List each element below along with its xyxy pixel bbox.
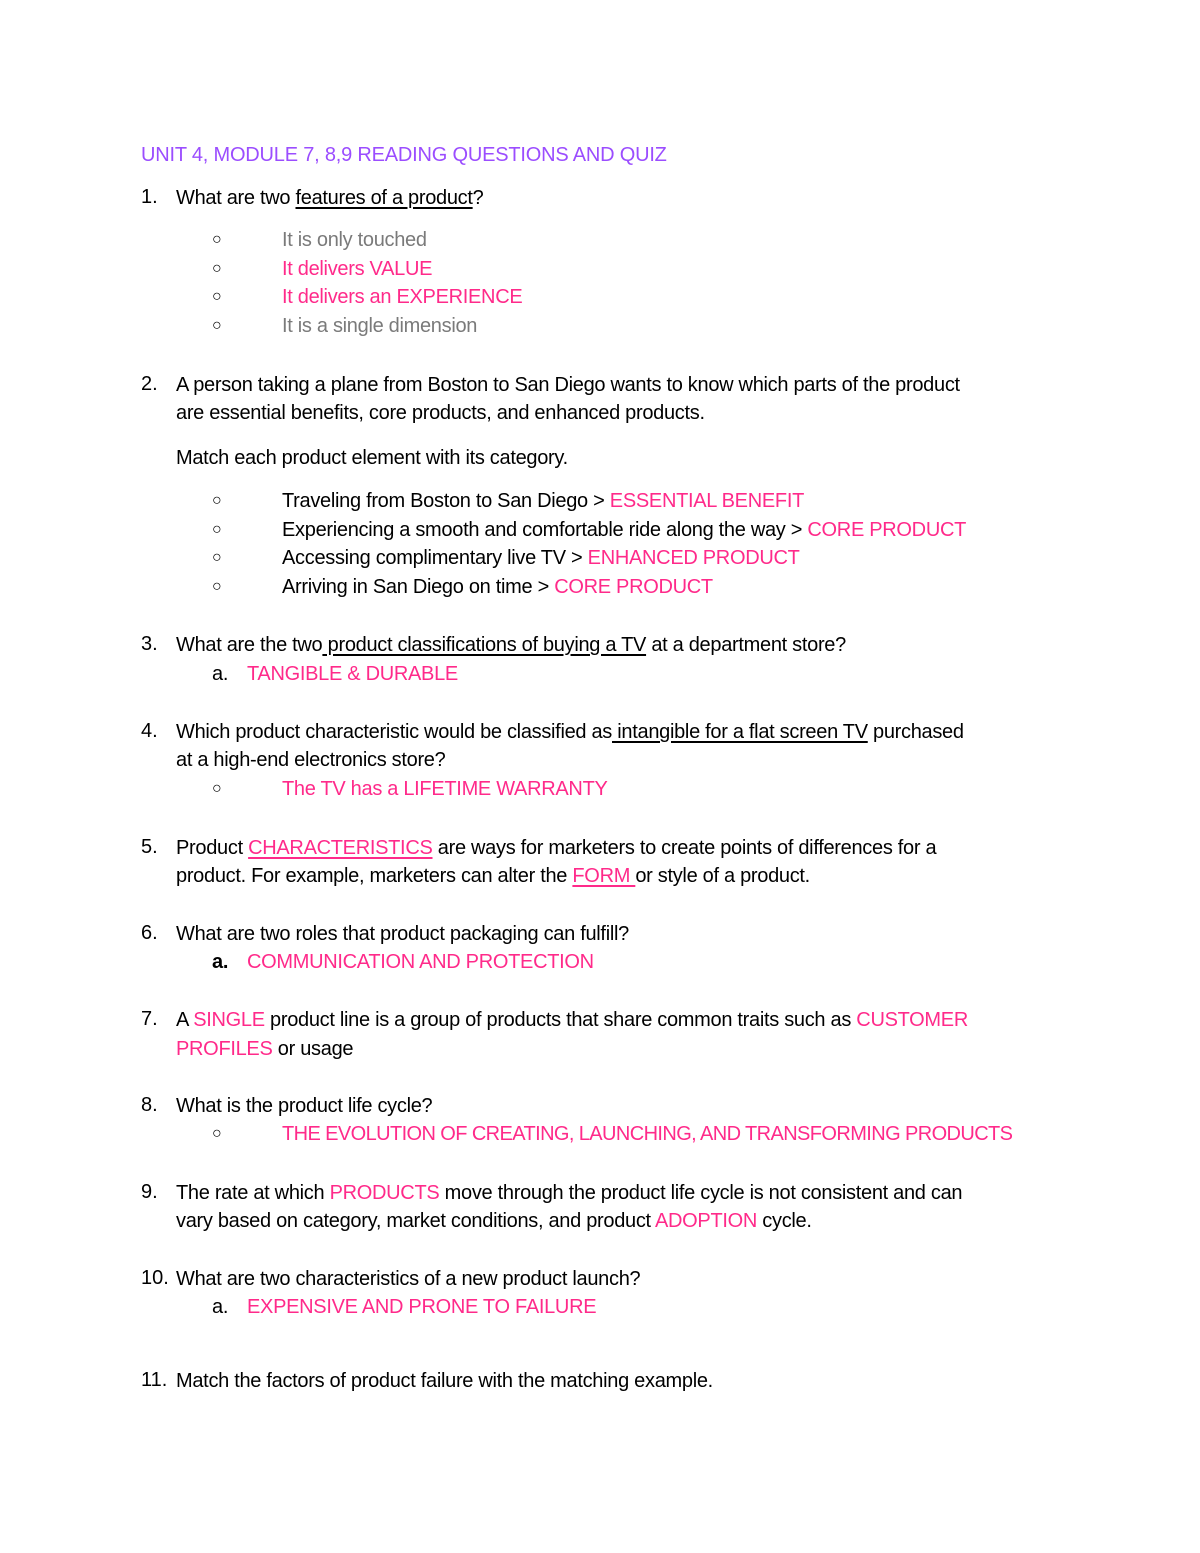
question-7-line-2: [176, 1037, 353, 1061]
question-2-line-1: A person taking a plane from Boston to San Diego wants to know which parts of the product: [176, 374, 960, 396]
bullet-icon: ○: [212, 780, 222, 797]
bullet-icon: ○: [212, 549, 222, 566]
answer-letter: a.: [212, 1296, 229, 1318]
question-text: or usage: [272, 1038, 354, 1060]
answer-letter: a.: [212, 951, 229, 973]
question-number: 6.: [141, 922, 158, 944]
question-text: cycle.: [757, 1210, 812, 1232]
match-item-answer: CORE PRODUCT: [554, 576, 713, 598]
answer-text: The TV has a LIFETIME WARRANTY: [282, 778, 608, 800]
question-2-line-3: Match each product element with its category.: [176, 447, 568, 469]
option-correct: It delivers an EXPERIENCE: [282, 286, 523, 308]
question-text: are ways for marketers to create points of differences for a: [432, 837, 937, 859]
question-text: vary based on category, market conditions, and product: [176, 1210, 655, 1232]
question-9-line-2: [176, 1209, 812, 1233]
bullet-icon: ○: [212, 492, 222, 509]
question-text: ?: [472, 187, 484, 209]
question-text: or style of a product.: [635, 865, 810, 887]
bullet-icon: ○: [212, 317, 222, 334]
question-number: 10.: [141, 1267, 169, 1289]
question-number: 4.: [141, 720, 158, 742]
page-title: UNIT 4, MODULE 7, 8,9 READING QUESTIONS AND QUIZ: [141, 144, 667, 166]
question-4: [176, 720, 964, 744]
question-number: 11.: [141, 1369, 168, 1391]
question-text: at a department store?: [646, 634, 846, 656]
bullet-icon: ○: [212, 288, 222, 305]
question-number: 5.: [141, 836, 158, 858]
match-item-text: Traveling from Boston to San Diego >: [282, 490, 610, 512]
question-text: move through the product life cycle is not consistent and can: [439, 1182, 963, 1204]
question-9-line-1: [176, 1181, 962, 1205]
match-item: [282, 546, 800, 570]
question-5-line-1: [176, 836, 936, 860]
option-wrong: It is only touched: [282, 229, 427, 251]
question-4-line-2: at a high-end electronics store?: [176, 749, 446, 771]
question-number: 7.: [141, 1008, 158, 1030]
answer-text: TANGIBLE & DURABLE: [247, 663, 458, 685]
bullet-icon: ○: [212, 260, 222, 277]
match-item-answer: ESSENTIAL BENEFIT: [609, 490, 804, 512]
answer-text: THE EVOLUTION OF CREATING, LAUNCHING, AND TRANSFORMING PRODUCTS: [282, 1123, 1013, 1145]
question-number: 1.: [141, 186, 158, 208]
match-item-answer: ENHANCED PRODUCT: [587, 547, 800, 569]
question-text: purchased: [867, 721, 964, 743]
question-6: What are two roles that product packaging can fulfill?: [176, 923, 629, 945]
question-number: 9.: [141, 1181, 158, 1203]
match-item-answer: CORE PRODUCT: [807, 519, 967, 541]
question-2-line-2: are essential benefits, core products, and enhanced products.: [176, 402, 705, 424]
answer-letter: a.: [212, 663, 229, 685]
question-7-line-1: [176, 1008, 968, 1032]
question-10: What are two characteristics of a new product launch?: [176, 1268, 641, 1290]
question-5-line-2: [176, 864, 810, 888]
answer-blank: PRODUCTS: [329, 1182, 440, 1204]
answer-blank: FORM: [572, 865, 636, 887]
answer-blank: CUSTOMER: [856, 1009, 968, 1031]
match-item: [282, 489, 804, 513]
question-text: Product: [176, 837, 249, 859]
bullet-icon: ○: [212, 521, 222, 538]
option-wrong: It is a single dimension: [282, 315, 478, 337]
answer-text: EXPENSIVE AND PRONE TO FAILURE: [247, 1296, 597, 1318]
question-1: [176, 186, 483, 210]
match-item-text: Experiencing a smooth and comfortable ride along the way >: [282, 519, 808, 541]
question-number: 2.: [141, 373, 158, 395]
underlined-term: intangible for a flat screen TV: [612, 721, 868, 743]
match-item-text: Accessing complimentary live TV >: [282, 547, 588, 569]
bullet-icon: ○: [212, 1125, 222, 1142]
question-3: [176, 633, 846, 657]
bullet-icon: ○: [212, 578, 222, 595]
question-text: What are the two: [176, 634, 323, 656]
answer-blank: SINGLE: [193, 1009, 265, 1031]
question-number: 3.: [141, 633, 158, 655]
answer-blank: ADOPTION: [654, 1210, 758, 1232]
match-item: [282, 518, 966, 542]
answer-blank: PROFILES: [176, 1038, 273, 1060]
match-item: [282, 575, 713, 599]
question-text: A: [176, 1009, 194, 1031]
question-number: 8.: [141, 1094, 158, 1116]
bullet-icon: ○: [212, 231, 222, 248]
underlined-term: product classifications of buying a TV: [322, 634, 647, 656]
question-text: product line is a group of products that share common traits such as: [264, 1009, 857, 1031]
question-text: Which product characteristic would be classified as: [176, 721, 613, 743]
question-11: Match the factors of product failure with the matching example.: [176, 1370, 713, 1392]
question-8: What is the product life cycle?: [176, 1095, 433, 1117]
underlined-term: features of a product: [295, 187, 473, 209]
answer-text: COMMUNICATION AND PROTECTION: [247, 951, 594, 973]
option-correct: It delivers VALUE: [282, 258, 433, 280]
question-text: The rate at which: [176, 1182, 330, 1204]
match-item-text: Arriving in San Diego on time >: [282, 576, 555, 598]
question-text: product. For example, marketers can alter the: [176, 865, 573, 887]
answer-blank: CHARACTERISTICS: [248, 837, 433, 859]
question-text: What are two: [176, 187, 296, 209]
